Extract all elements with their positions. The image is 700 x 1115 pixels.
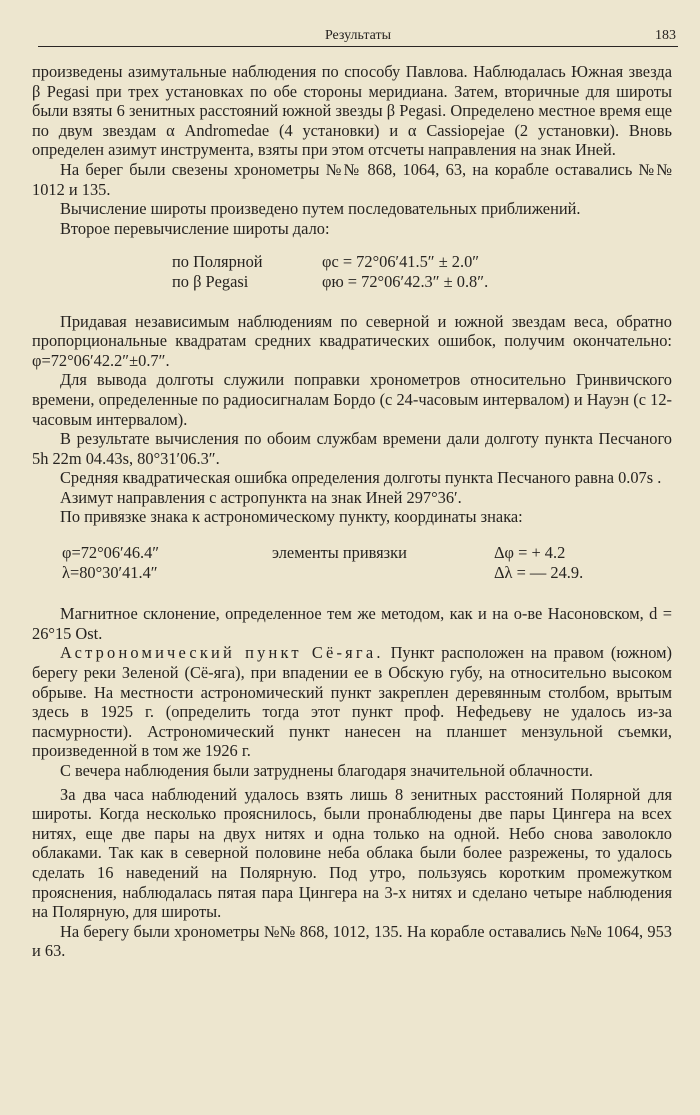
coord-delta-phi: Δφ = + 4.2 xyxy=(494,543,566,563)
page-body xyxy=(32,62,672,961)
paragraph: В результате вычисления по обоим службам времени дали долготу пункта Песчаного 5h 22m 04.43s, 80°31′06.3″. xyxy=(32,429,672,468)
paragraph: За два часа наблюдений удалось взять лишь 8 зенитных расстояний Полярной для широты. Когда несколько прояснилось, были пронаблюдены две пары Цингера на всех нитях, еще две пары на двух нитях и одна только на одной. Небо снова заволокло облаками. Так как в северной половине неба облака были более разрежены, то удалось сделать 16 наведений на Полярную. Под утро, пользуясь коротким промежутком прояснения, наблюдалась пятая пара Цингера на 3-х нитях и сделано четыре наблюдения на Полярную, для широты. xyxy=(32,784,672,922)
paragraph-astro-point xyxy=(32,643,672,761)
paragraph: По привязке знака к астрономическому пункту, координаты знака: xyxy=(60,507,523,527)
paragraph: Для вывода долготы служили поправки хронометров относительно Гринвичского времени, определенные по радиосигналам Бордо (с 24-часовым интервалом) и Науэн (с 12-часовым интервалом). xyxy=(32,370,672,429)
coord-phi: φ=72°06′46.4″ xyxy=(62,543,160,563)
astro-text: Пункт расположен на правом (южном) берегу реки Зеленой (Сё-яга), при впадении ее в Обскую губу, на относительно высоком обрыве. На местности астрономический пункт закреплен деревянным столбом, врытым здесь в 1925 г. (определить тогда этот пункт проф. Нефедьеву не удалось из-за пасмурности). Астрономический пункт нанесен на планшет мензульной съемки, произведенной в том же 1926 г. xyxy=(32,643,672,761)
paragraph: На берегу были хронометры №№ 868, 1012, 135. На корабле оставались №№ 1064, 953 и 63. xyxy=(32,921,672,961)
paragraph: Азимут направления с астропункта на знак Иней 297°36′. xyxy=(60,487,462,507)
page-number: 183 xyxy=(655,28,676,43)
coord-lambda: λ=80°30′41.4″ xyxy=(62,562,158,582)
paragraph: Придавая независимым наблюдениям по северной и южной звездам веса, обратно пропорциональные квадратам средних квадратических ошибок, получим окончательно: φ=72°06′42.2″±0.7″. xyxy=(32,311,672,370)
latitude-results xyxy=(172,252,672,291)
latitude-value: φю = 72°06′42.3″ ± 0.8″. xyxy=(322,271,489,291)
astro-heading: Астрономический пункт Сё-яга. xyxy=(60,643,384,663)
header-title: Результаты xyxy=(324,28,392,43)
paragraph: произведены азимутальные наблюдения по способу Павлова. Наблюдалась Южная звезда β Pegasi при трех установках по обе стороны меридиана. Затем, вторичные для широты были взяты 6 зенитных расстояний южной звезды β Pegasi. Определено местное время еще по двум звездам α Andromedae (4 установки) и α Cassiopejae (2 установки). Вновь определен азимут инструмента, взяты при этом отсчеты направления на знак Иней. xyxy=(32,62,672,160)
paragraph: Второе перевычисление широты дало: xyxy=(60,218,330,238)
paragraph: На берег были свезены хронометры №№ 868, 1064, 63, на корабле оставались №№ 1012 и 135. xyxy=(32,159,672,199)
running-header xyxy=(38,24,678,47)
coord-delta-lambda: Δλ = — 24.9. xyxy=(494,562,584,582)
latitude-label: по Полярной xyxy=(172,252,263,272)
paragraph: Средняя квадратическая ошибка определения долготы пункта Песчаного равна 0.07s . xyxy=(60,468,662,488)
latitude-value: φс = 72°06′41.5″ ± 2.0″ xyxy=(322,252,480,272)
sign-coordinates xyxy=(62,543,672,582)
paragraph: Вычисление широты произведено путем последовательных приближений. xyxy=(60,199,581,219)
paragraph-magnetic: Магнитное склонение, определенное тем же методом, как и на о-ве Насоновском, d = 26°15 Ost. xyxy=(32,604,672,643)
paragraph: С вечера наблюдения были затруднены благодаря значительной облачности. xyxy=(60,761,594,780)
coord-middle-label: элементы привязки xyxy=(272,543,407,563)
latitude-label: по β Pegasi xyxy=(172,271,249,291)
